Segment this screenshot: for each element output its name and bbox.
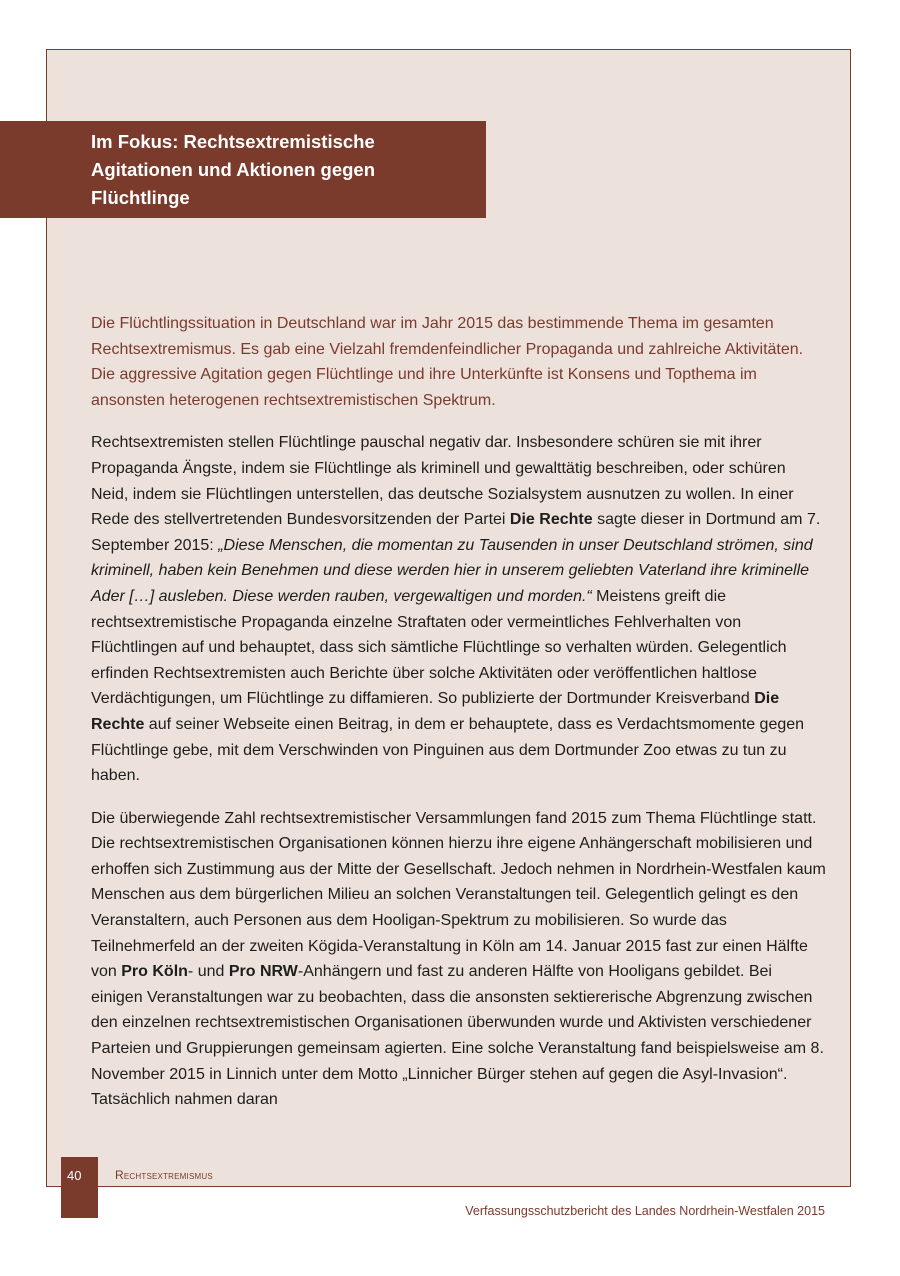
- paragraph-text: sagte dieser in Dortmund am 7. September 2015:: [91, 511, 821, 554]
- party-name: Die Rechte: [509, 511, 593, 529]
- lead-paragraph: Die Flüchtlingssituation in Deutschland war im Jahr 2015 das bestimmende Thema im gesamten Rechtsextremismus. Es gab eine Vielzahl fremdenfeindlicher Propaganda und zahlreiche Aktivitäten. Die aggressive Agitation gegen Flüchtlinge und ihre Unterkünfte ist Konsens und Topthema im ansonsten heterogenen rechtsextremistischen Spektrum.: [91, 315, 804, 409]
- paragraph-text: Meistens greift die rechtsextremistische Propaganda einzelne Straftaten oder vermeintliches Fehlverhalten von Flüchtlingen auf und behauptet, dass sich sämtliche Flüchtlinge so verhalten würden. Gelegentlich erfinden Rechtsextremisten auch Berichte über solche Aktivitäten oder veröffentlichen haltlose Verdächtigungen, um Flüchtlinge zu diffamieren. So publizierte der Dortmunder Kreisverband: [91, 587, 787, 708]
- party-name: Pro NRW: [228, 963, 298, 981]
- report-footer: Verfassungsschutzbericht des Landes Nordrhein-Westfalen 2015: [465, 1204, 825, 1218]
- body-paragraph-2: [91, 806, 827, 1113]
- body-paragraph-1: [91, 430, 827, 788]
- section-label: Rechtsextremismus: [115, 1168, 213, 1182]
- article-body: [91, 311, 827, 1130]
- page-number: 40: [61, 1157, 98, 1218]
- party-name: Die Rechte: [91, 690, 780, 733]
- speech-quote: „Diese Menschen, die momentan zu Tausenden in unser Deutschland strömen, sind kriminell, haben kein Benehmen und diese werden hier in unserem geliebten Vaterland ihre kriminelle Ader […] ausleben. Diese werden rauben, vergewaltigen und morden.“: [91, 536, 813, 605]
- heading-line-3: Flüchtlinge: [91, 187, 190, 208]
- party-name: Pro Köln: [121, 963, 188, 981]
- paragraph-text: -Anhängern und fast zu anderen Hälfte von Hooligans gebildet. Bei einigen Veranstaltungen war zu beobachten, dass die ansonsten sektiererische Abgrenzung zwischen den einzelnen rechtsextremistischen Organisationen überwunden wurde und Aktivisten verschiedener Parteien und Gruppierungen gemeinsam agierten. Eine solche Veranstaltung fand beispielsweise am 8. November 2015 in Linnich unter dem Motto „Linnicher Bürger stehen auf gegen die Asyl-Invasion“. Tatsächlich nahmen daran: [91, 963, 824, 1109]
- paragraph-text: Die überwiegende Zahl rechtsextremistischer Versammlungen fand 2015 zum Thema Flüchtlinge statt. Die rechtsextremistischen Organisationen können hierzu ihre eigene Anhängerschaft mobilisieren und erhoffen sich Zustimmung aus der Mitte der Gesellschaft. Jedoch nehmen in Nordrhein-Westfalen kaum Menschen aus dem bürgerlichen Milieu an solchen Veranstaltungen teil. Gelegentlich gelingt es den Veranstaltern, auch Personen aus dem Hooligan-Spektrum zu mobilisieren. So wurde das Teilnehmerfeld an der zweiten Kögida-Veranstaltung in Köln am 14. Januar 2015 fast zur einen Hälfte von: [91, 809, 826, 981]
- paragraph-text: auf seiner Webseite einen Beitrag, in dem er behauptete, dass es Verdachtsmomente gegen Flüchtlinge gebe, mit dem Verschwinden von Pinguinen aus dem Dortmunder Zoo etwas zu tun zu haben.: [91, 715, 805, 785]
- section-heading: [0, 121, 486, 218]
- paragraph-text: Rechtsextremisten stellen Flüchtlinge pauschal negativ dar. Insbesondere schüren sie mit ihrer Propaganda Ängste, indem sie Flüchtlinge als kriminell und gewalttätig beschreiben, oder schüren Neid, indem sie Flüchtlingen unterstellen, das deutsche Sozialsystem ausnutzen zu wollen. In einer Rede des stellvertretenden Bundesvorsitzenden der Partei: [91, 434, 794, 529]
- heading-line-1: Im Fokus: Rechtsextremistische: [91, 131, 375, 152]
- paragraph-text: - und: [187, 963, 229, 981]
- heading-line-2: Agitationen und Aktionen gegen: [91, 159, 375, 180]
